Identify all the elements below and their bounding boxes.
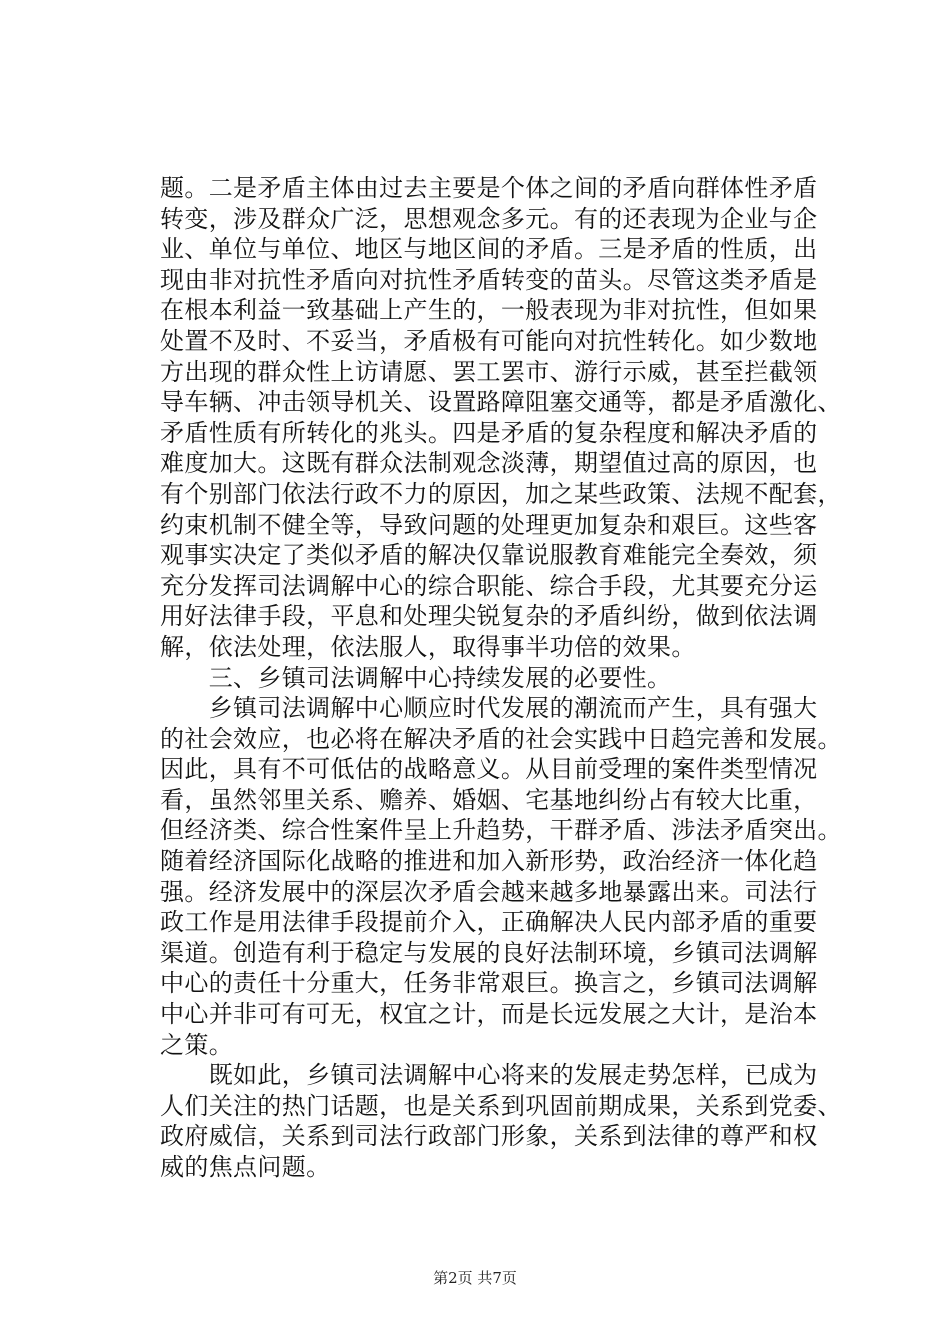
text-line: 随着经济国际化战略的推进和加入新形势，政治经济一体化趋 — [160, 847, 818, 876]
text-line: 的社会效应，也必将在解决矛盾的社会实践中日趋完善和发展。 — [160, 724, 842, 753]
text-line: 题。二是矛盾主体由过去主要是个体之间的矛盾向群体性矛盾 — [160, 174, 818, 202]
text-line: 在根本利益一致基础上产生的，一般表现为非对抗性，但如果 — [160, 296, 818, 325]
text-line: 政府威信，关系到司法行政部门形象，关系到法律的尊严和权 — [160, 1122, 818, 1151]
body-text — [160, 173, 840, 1183]
text-line: 业、单位与单位、地区与地区间的矛盾。三是矛盾的性质，出 — [160, 235, 818, 264]
text-line: 观事实决定了类似矛盾的解决仅靠说服教育难能完全奏效，须 — [160, 541, 818, 570]
text-line: 乡镇司法调解中心顺应时代发展的潮流而产生，具有强大 — [160, 694, 818, 723]
text-line: 威的焦点问题。 — [160, 1153, 331, 1181]
text-line: 既如此，乡镇司法调解中心将来的发展走势怎样，已成为 — [160, 1061, 818, 1090]
text-line: 有个别部门依法行政不力的原因，加之某些政策、法规不配套， — [160, 479, 842, 508]
text-line: 用好法律手段，平息和处理尖锐复杂的矛盾纠纷，做到依法调 — [160, 602, 818, 631]
text-line: 处置不及时、不妥当，矛盾极有可能向对抗性转化。如少数地 — [160, 326, 818, 355]
section-heading: 三、乡镇司法调解中心持续发展的必要性。 — [160, 663, 672, 692]
text-line: 充分发挥司法调解中心的综合职能、综合手段，尤其要充分运 — [160, 571, 818, 600]
text-line: 但经济类、综合性案件呈上升趋势，干群矛盾、涉法矛盾突出。 — [160, 816, 842, 845]
text-line: 方出现的群众性上访请愿、罢工罢市、游行示威，甚至拦截领 — [160, 357, 818, 386]
text-line: 政工作是用法律手段提前介入，正确解决人民内部矛盾的重要 — [160, 908, 818, 937]
text-line: 中心的责任十分重大，任务非常艰巨。换言之，乡镇司法调解 — [160, 969, 818, 998]
text-line: 转变，涉及群众广泛，思想观念多元。有的还表现为企业与企 — [160, 204, 818, 233]
text-line: 约束机制不健全等，导致问题的处理更加复杂和艰巨。这些客 — [160, 510, 818, 539]
page-footer: 第2页 共7页 — [433, 1269, 517, 1287]
text-line: 导车辆、冲击领导机关、设置路障阻塞交通等，都是矛盾激化、 — [160, 388, 842, 417]
text-line: 之策。 — [160, 1030, 234, 1059]
text-line: 因此，具有不可低估的战略意义。从目前受理的案件类型情况 — [160, 755, 818, 784]
text-line: 强。经济发展中的深层次矛盾会越来越多地暴露出来。司法行 — [160, 877, 818, 906]
text-line: 现由非对抗性矛盾向对抗性矛盾转变的苗头。尽管这类矛盾是 — [160, 265, 818, 294]
text-line: 解，依法处理，依法服人，取得事半功倍的效果。 — [160, 632, 696, 661]
text-line: 矛盾性质有所转化的兆头。四是矛盾的复杂程度和解决矛盾的 — [160, 418, 818, 447]
text-line: 人们关注的热门话题，也是关系到巩固前期成果，关系到党委、 — [160, 1091, 842, 1120]
text-line: 难度加大。这既有群众法制观念淡薄，期望值过高的原因，也 — [160, 449, 818, 478]
text-line: 看，虽然邻里关系、赡养、婚姻、宅基地纠纷占有较大比重， — [160, 785, 818, 814]
text-line: 中心并非可有可无，权宜之计，而是长远发展之大计，是治本 — [160, 1000, 818, 1029]
text-line: 渠道。创造有利于稳定与发展的良好法制环境，乡镇司法调解 — [160, 938, 818, 967]
